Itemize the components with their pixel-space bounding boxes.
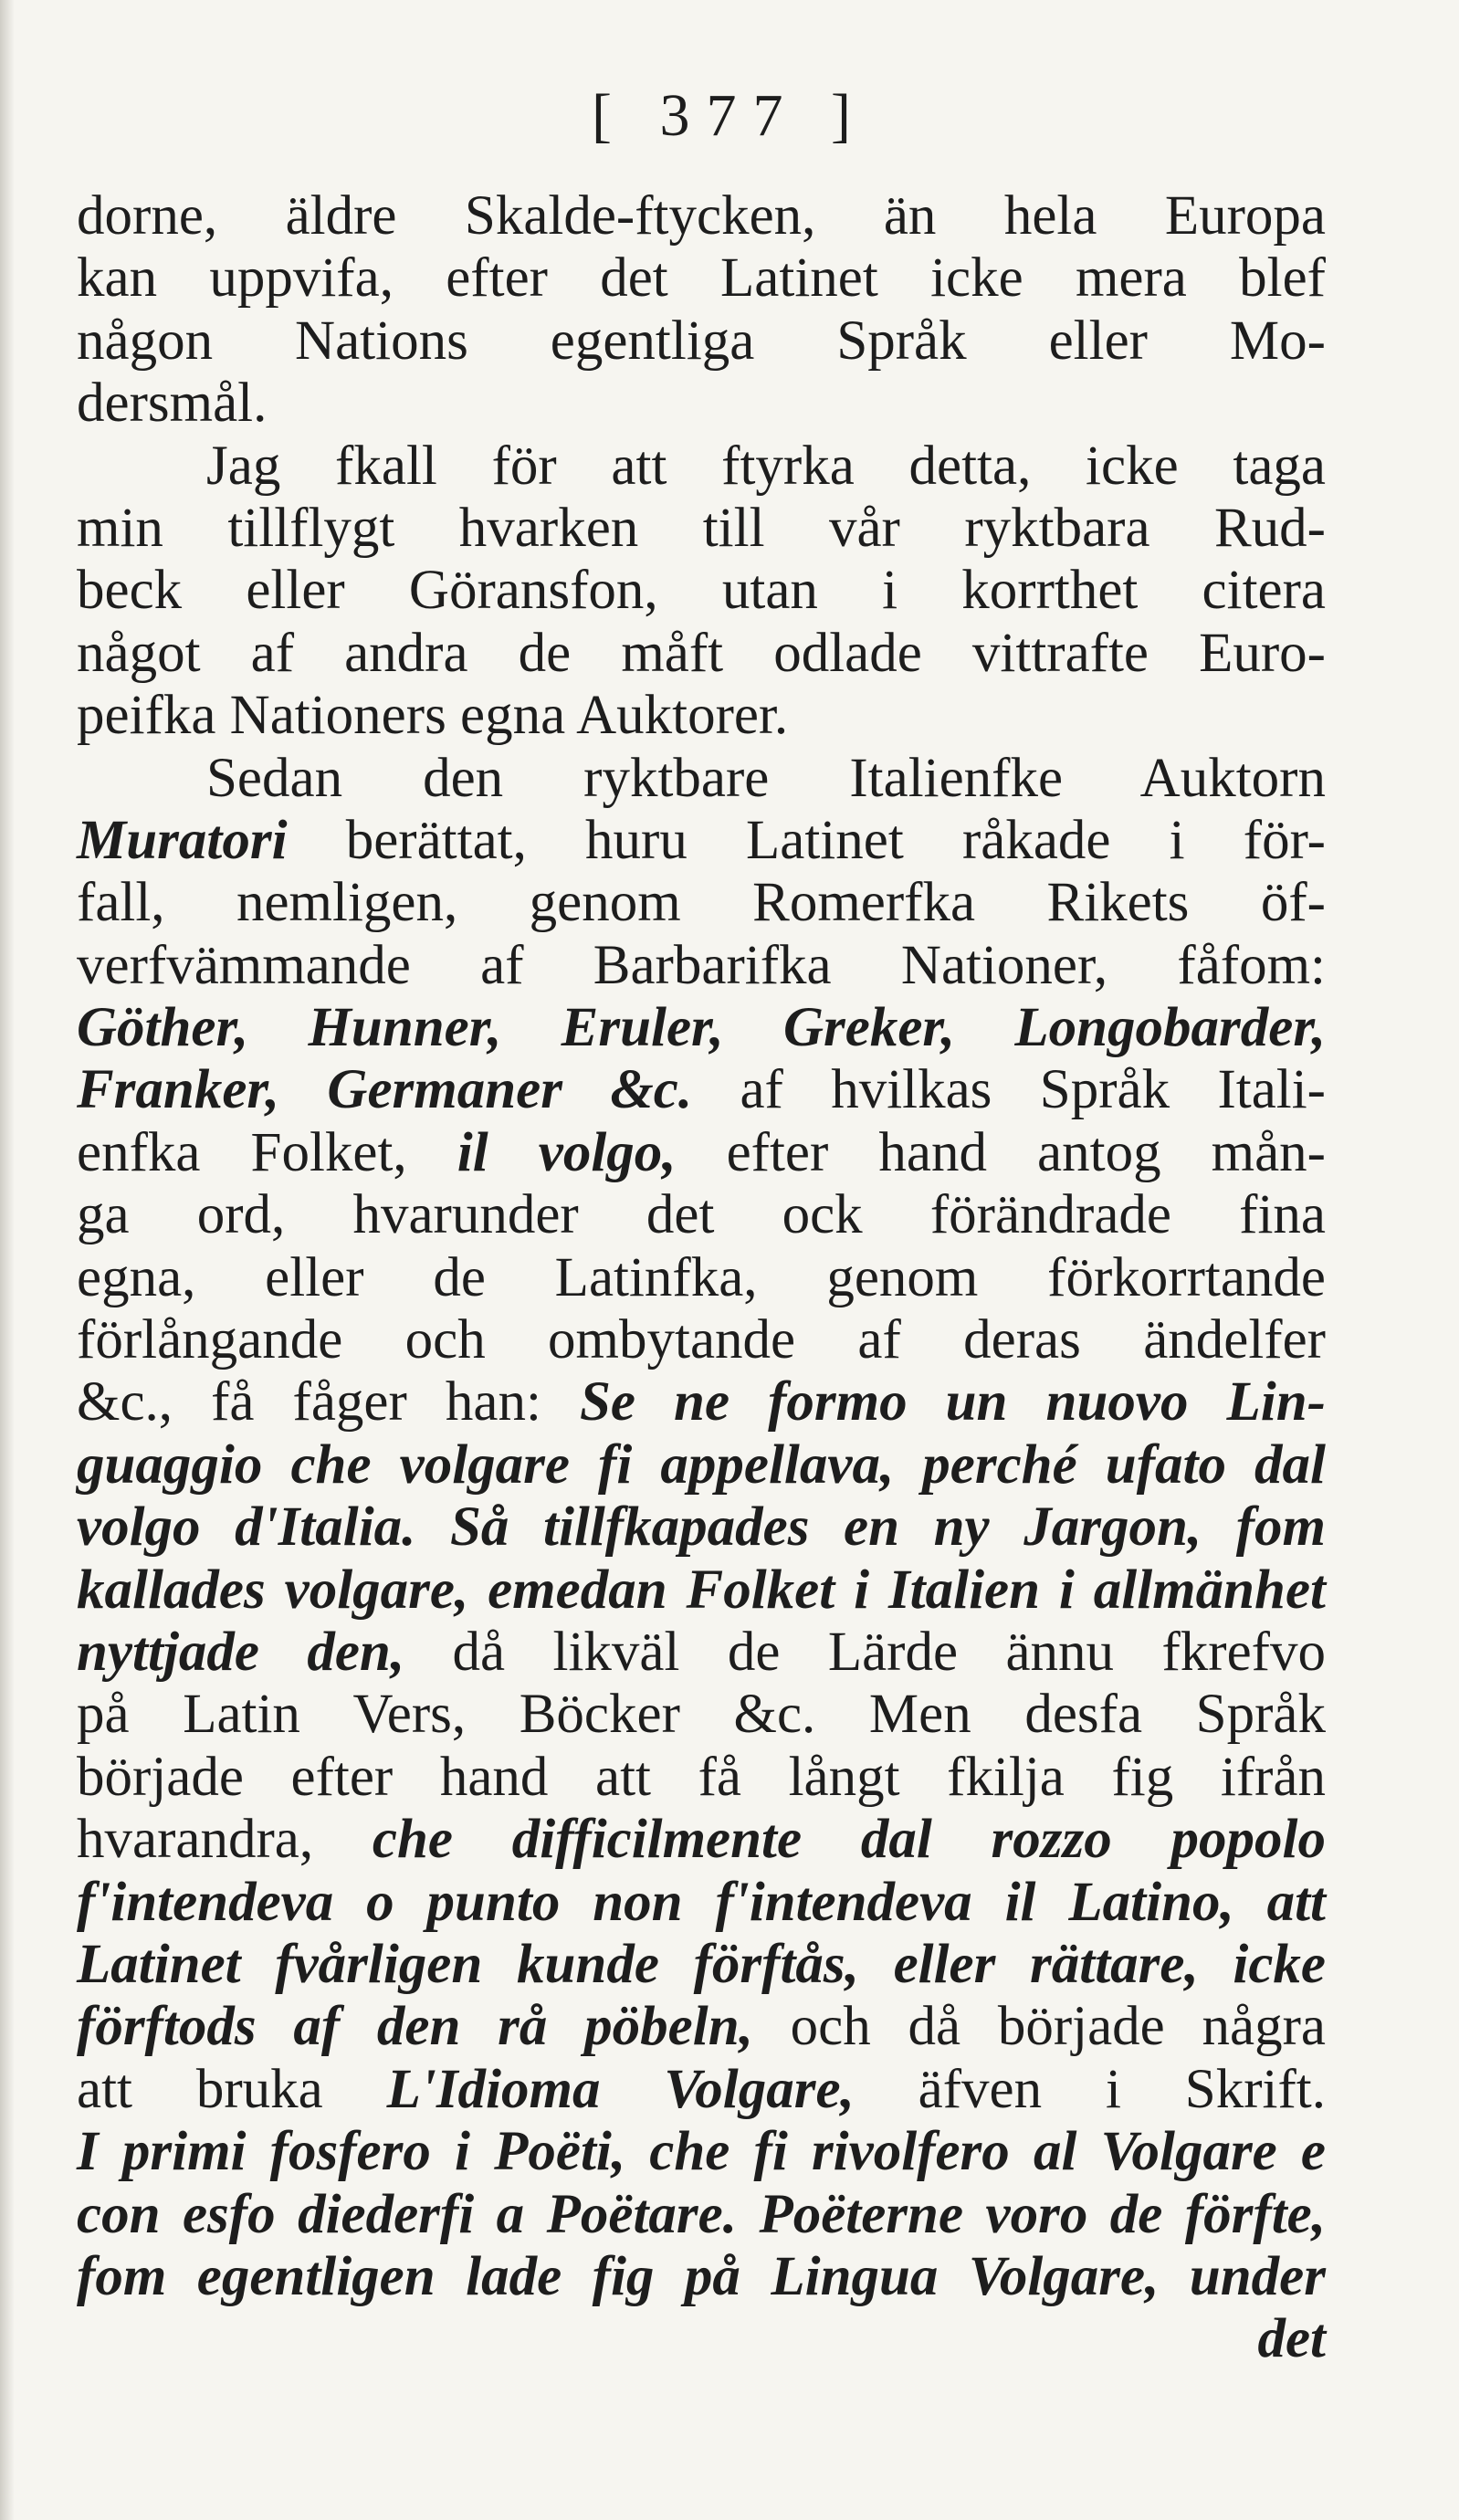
text-run: då likväl de Lärde ännu fkrefvo bbox=[404, 1621, 1326, 1683]
text-line bbox=[77, 1872, 1326, 1934]
text-run: något af andra de måft odlade vittrafte Euro- bbox=[77, 622, 1326, 684]
text-run: på Latin Vers, Böcker &c. Men desfa Språk bbox=[77, 1684, 1326, 1746]
text-run: fall, nemligen, genom Romerfka Rikets öf- bbox=[77, 872, 1326, 934]
text-line bbox=[77, 1434, 1326, 1496]
text-line bbox=[77, 997, 1326, 1059]
text-line bbox=[77, 1809, 1326, 1871]
text-run: dorne, äldre Skalde-ftycken, än hela Europa bbox=[77, 185, 1326, 247]
text-run: att bruka bbox=[77, 2058, 387, 2120]
text-run: af hvilkas Språk Itali- bbox=[692, 1059, 1326, 1121]
text-run: ga ord, hvarunder det ock förändrade fina bbox=[77, 1184, 1326, 1246]
text-line bbox=[77, 2184, 1326, 2246]
text-line bbox=[77, 560, 1326, 622]
text-line bbox=[77, 1184, 1326, 1246]
italic-text-run: L'Idioma Volgare, bbox=[386, 2058, 855, 2120]
text-run: verfvämmande af Barbarifka Nationer, fåfom: bbox=[77, 934, 1326, 996]
text-line bbox=[77, 1996, 1326, 2058]
italic-text-run: Latinet fvårligen kunde förftås, eller rättare, icke bbox=[77, 1933, 1326, 1995]
text-line bbox=[77, 1309, 1326, 1371]
text-run: enfka Folket, bbox=[77, 1121, 457, 1183]
italic-text-run: che difficilmente dal rozzo popolo bbox=[372, 1809, 1326, 1871]
italic-text-run: f'intendeva o punto non f'intendeva il Latino, att bbox=[77, 1871, 1326, 1933]
text-run: någon Nations egentliga Språk eller Mo- bbox=[77, 310, 1326, 372]
italic-text-run: Göther, Hunner, Eruler, Greker, Longobarder, bbox=[77, 997, 1326, 1059]
text-line bbox=[77, 935, 1326, 997]
body-text bbox=[77, 185, 1326, 2371]
italic-text-run: il volgo, bbox=[457, 1121, 677, 1183]
text-line bbox=[77, 2059, 1326, 2121]
text-run: &c., få fåger han: bbox=[77, 1371, 580, 1433]
italic-text-run: nyttjade den, bbox=[77, 1621, 405, 1683]
text-line bbox=[77, 1122, 1326, 1184]
italic-text-run: Franker, Germaner &c. bbox=[77, 1059, 693, 1121]
text-run: berättat, huru Latinet råkade i för- bbox=[287, 809, 1326, 871]
italic-text-run: fom egentligen lade fig på Lingua Volgare, under bbox=[77, 2245, 1326, 2307]
italic-text-run: förftods af den rå pöbeln, bbox=[77, 1996, 753, 2058]
text-line bbox=[77, 1371, 1326, 1433]
text-line bbox=[77, 373, 1326, 435]
text-line bbox=[77, 1684, 1326, 1746]
italic-text-run: volgo d'Italia. Så tillfkapades en ny Jargon, fom bbox=[77, 1496, 1326, 1559]
text-run: förlångande och ombytande af deras ändelfer bbox=[77, 1309, 1326, 1371]
text-line bbox=[77, 810, 1326, 872]
text-line bbox=[77, 185, 1326, 247]
italic-text-run: kallades volgare, emedan Folket i Italien i allmänhet bbox=[77, 1559, 1326, 1621]
text-line bbox=[77, 1622, 1326, 1684]
italic-text-run: con esfo diederfi a Poëtare. Poëterne voro de förfte, bbox=[77, 2183, 1326, 2245]
text-run: Jag fkall för att ftyrka detta, icke taga bbox=[206, 435, 1326, 497]
page-number-header: [ 377 ] bbox=[592, 82, 867, 149]
text-line bbox=[77, 1496, 1326, 1559]
text-line bbox=[77, 1059, 1326, 1121]
text-line bbox=[77, 685, 1326, 747]
text-line bbox=[77, 2246, 1326, 2308]
text-run: peifka Nationers egna Auktorer. bbox=[77, 685, 789, 747]
text-line bbox=[77, 498, 1326, 560]
text-line bbox=[77, 2308, 1326, 2370]
text-line bbox=[77, 1559, 1326, 1622]
text-line bbox=[77, 872, 1326, 934]
text-run: dersmål. bbox=[77, 373, 268, 435]
italic-text-run: guaggio che volgare fi appellava, perché ufato dal bbox=[77, 1433, 1326, 1496]
text-run: hvarandra, bbox=[77, 1809, 373, 1871]
text-run: och då började några bbox=[752, 1996, 1326, 2058]
italic-text-run: det bbox=[1257, 2308, 1326, 2370]
text-line bbox=[77, 748, 1326, 810]
text-line bbox=[77, 310, 1326, 373]
page-spine-shadow bbox=[0, 0, 15, 2520]
text-run: beck eller Göransfon, utan i korrthet citera bbox=[77, 560, 1326, 622]
text-run: Sedan den ryktbare Italienfke Auktorn bbox=[206, 747, 1326, 809]
text-run: efter hand antog mån- bbox=[676, 1121, 1326, 1183]
italic-text-run: Muratori bbox=[77, 809, 288, 871]
text-line bbox=[77, 1934, 1326, 1996]
text-run: egna, eller de Latinfka, genom förkorrtande bbox=[77, 1246, 1326, 1308]
text-run: kan uppvifa, efter det Latinet icke mera blef bbox=[77, 247, 1326, 310]
text-line bbox=[77, 247, 1326, 310]
text-run: äfven i Skrift. bbox=[854, 2058, 1326, 2120]
text-line bbox=[77, 1747, 1326, 1809]
italic-text-run: I primi fosfero i Poëti, che fi rivolfero al Volgare e bbox=[77, 2121, 1326, 2183]
text-line bbox=[77, 1247, 1326, 1309]
text-line bbox=[77, 2121, 1326, 2183]
text-line bbox=[77, 436, 1326, 498]
text-line bbox=[77, 623, 1326, 685]
text-run: började efter hand att få långt fkilja fig ifrån bbox=[77, 1746, 1326, 1808]
text-run: min tillflygt hvarken till vår ryktbara Rud- bbox=[77, 497, 1326, 559]
italic-text-run: Se ne formo un nuovo Lin- bbox=[579, 1371, 1326, 1433]
